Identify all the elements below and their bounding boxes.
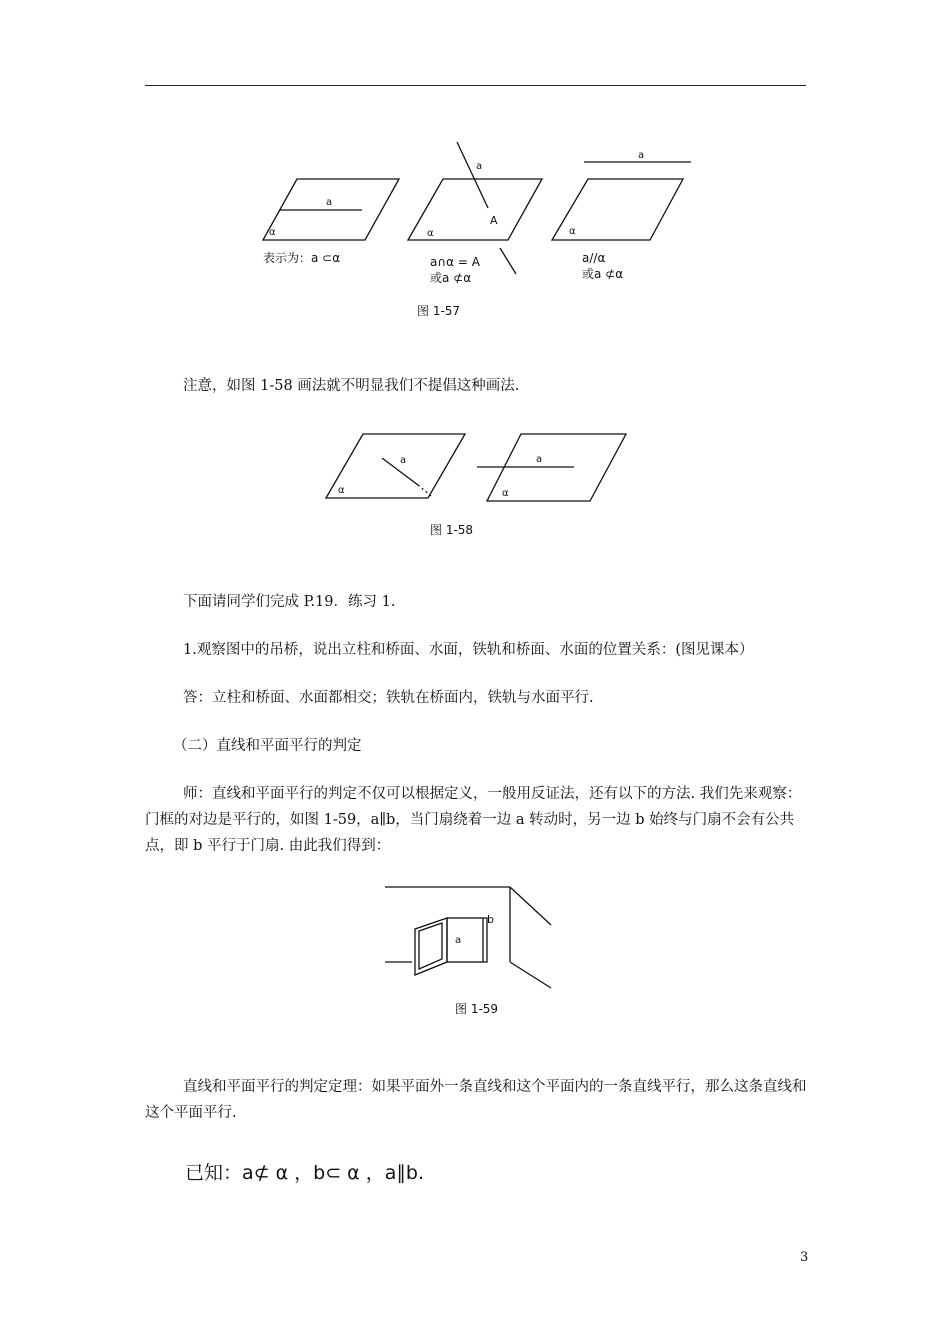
figure-1-57-drawing [250,135,710,295]
door-leaf-inner [419,923,442,969]
ceiling-edge [510,887,551,925]
svg-text:α: α [338,485,345,496]
svg-text:A: A [490,214,498,227]
figure-1-58-caption: 图 1-58 [430,523,474,537]
svg-text:或a ⊄α: 或a ⊄α [430,271,472,285]
svg-text:α: α [569,226,576,237]
figure-1-59 [385,880,555,990]
note-paragraph: 注意，如图 1-58 画法就不明显我们不提倡这种画法. [183,378,520,394]
header-rule [145,85,806,86]
svg-text:a: a [536,454,543,465]
figure-1-59-drawing [385,880,555,990]
svg-text:α: α [427,228,434,239]
svg-text:a: a [326,197,333,208]
svg-text:a: a [455,935,462,946]
svg-text:a: a [638,150,645,161]
theorem-paragraph: 直线和平面平行的判定定理：如果平面外一条直线和这个平面内的一条直线平行，那么这条直线和这个平面平行. [145,1079,807,1121]
svg-text:α: α [269,227,276,238]
figure-1-59-caption: 图 1-59 [455,1002,499,1016]
svg-text:a//α: a//α [582,251,606,265]
svg-text:或a ⊄α: 或a ⊄α [582,267,624,281]
floor-edge [510,962,551,988]
page-number: 3 [800,1250,809,1265]
teacher-paragraph: 师：直线和平面平行的判定不仅可以根据定义，一般用反证法，还有以下的方法. 我们先来观察：门框的对边是平行的，如图 1-59，a∥b，当门扇绕着一边 a 转动时，另一边 b 始终与门扇不会有公共点，即 b 平行于门扇. 由此我们得到： [145,786,802,854]
figure-1-58 [320,425,640,505]
given-statement: 已知：a⊄ α ，b⊂ α ，a∥b. [185,1162,424,1184]
question-1: 1.观察图中的吊桥，说出立柱和桥面、水面，铁轨和桥面、水面的位置关系：(图见课本） [183,642,754,658]
plane-alpha-58-1 [326,434,465,498]
svg-text:表示为：a ⊂α: 表示为：a ⊂α [263,251,341,265]
figure-1-57-caption: 图 1-57 [417,304,461,318]
line-a-upper [457,142,488,208]
svg-text:b: b [487,913,494,926]
figure-1-57 [250,135,710,295]
figure-1-58-drawing [320,425,640,505]
answer-1: 答：立柱和桥面、水面都相交；铁轨在桥面内，铁轨与水面平行. [183,690,594,706]
svg-text:a∩α = A: a∩α = A [430,255,480,269]
line-a-lower [500,248,516,274]
svg-text:α: α [502,488,509,499]
svg-text:a: a [476,161,483,172]
exercise-intro: 下面请同学们完成 P.19．练习 1. [183,594,396,610]
svg-text:a: a [400,455,407,466]
door-frame [447,918,487,962]
line-a-58-1-hidden [418,485,431,496]
section-heading: （二）直线和平面平行的判定 [173,738,362,754]
